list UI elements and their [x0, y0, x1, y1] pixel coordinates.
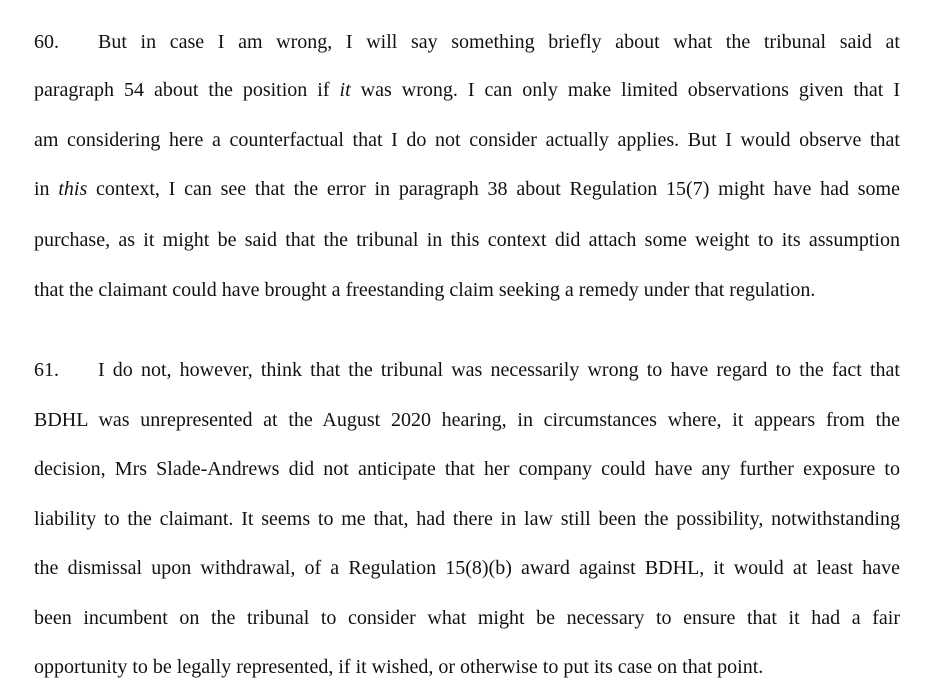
- paragraph-text: context, I can see that the error in paragraph 38 about Regulation 15(7) might have had some: [87, 178, 900, 200]
- paragraph-60-line-1: [34, 30, 900, 54]
- paragraph-60-line-4: [34, 177, 900, 201]
- paragraph-text: But in case I am wrong, I will say something briefly about what the tribunal said at: [98, 31, 900, 53]
- paragraph-61-line-5: [34, 556, 900, 580]
- paragraph-text: the dismissal upon withdrawal, of a Regulation 15(8)(b) award against BDHL, it would at least have: [34, 557, 900, 579]
- paragraph-number-61: 61.: [34, 359, 59, 381]
- paragraph-61-line-3: [34, 457, 900, 481]
- italic-text: it: [339, 79, 351, 101]
- paragraph-text: BDHL was unrepresented at the August 2020 hearing, in circumstances where, it appears from the: [34, 409, 900, 431]
- paragraph-text: purchase, as it might be said that the tribunal in this context did attach some weight to its assumption: [34, 229, 900, 251]
- paragraph-text: opportunity to be legally represented, if it wished, or otherwise to put its case on that point.: [34, 656, 764, 678]
- paragraph-text: that the claimant could have brought a freestanding claim seeking a remedy under that regulation.: [34, 279, 816, 301]
- italic-text: this: [58, 178, 88, 200]
- paragraph-61-line-6: [34, 606, 900, 630]
- paragraph-text: decision, Mrs Slade-Andrews did not anticipate that her company could have any further exposure to: [34, 458, 900, 480]
- paragraph-text: was wrong. I can only make limited observations given that I: [350, 79, 900, 101]
- paragraph-text: in: [34, 178, 59, 200]
- paragraph-text: paragraph 54 about the position if: [34, 79, 340, 101]
- paragraph-text: I do not, however, think that the tribunal was necessarily wrong to have regard to the fact that: [98, 359, 900, 381]
- paragraph-61-line-7: [34, 655, 900, 679]
- paragraph-60-line-3: [34, 128, 900, 152]
- paragraph-text: liability to the claimant. It seems to me that, had there in law still been the possibility, notwithstanding: [34, 508, 900, 530]
- paragraph-text: am considering here a counterfactual that I do not consider actually applies. But I would observe that: [34, 129, 900, 151]
- paragraph-60-line-6: [34, 278, 900, 302]
- paragraph-61-line-2: [34, 408, 900, 432]
- paragraph-61-line-1: [34, 358, 900, 382]
- paragraph-number-60: 60.: [34, 31, 59, 53]
- paragraph-61-line-4: [34, 507, 900, 531]
- paragraph-60-line-5: [34, 228, 900, 252]
- paragraph-60-line-2: [34, 78, 900, 102]
- paragraph-text: been incumbent on the tribunal to consider what might be necessary to ensure that it had a fair: [34, 607, 900, 629]
